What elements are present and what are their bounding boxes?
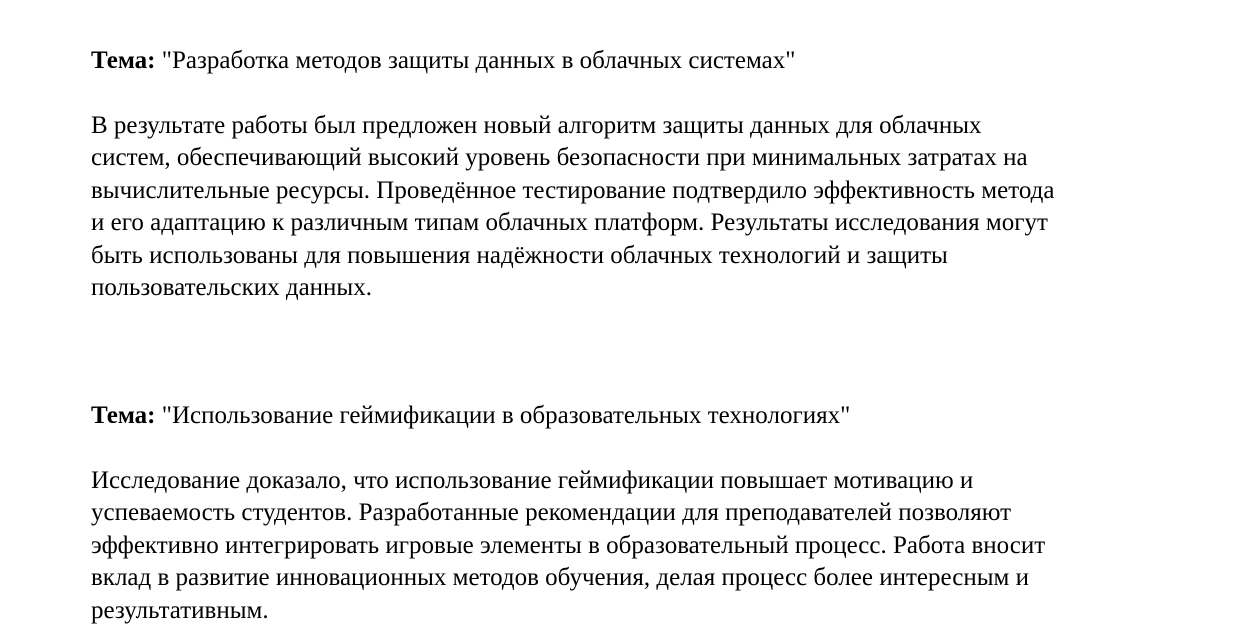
paragraph-line: Исследование доказало, что использование геймификации повышает мотивацию и [91, 467, 974, 494]
topic-title: "Использование геймификации в образовательных технологиях" [161, 402, 851, 429]
paragraph-line: пользовательских данных. [91, 274, 372, 302]
paragraph-line: успеваемость студентов. Разработанные рекомендации для преподавателей позволяют [91, 499, 1011, 527]
paragraph-line: эффективно интегрировать игровые элементы в образовательный процесс. Работа вносит [91, 531, 1046, 559]
topic-title: "Разработка методов защиты данных в облачных системах" [161, 47, 796, 74]
topic-summary-paragraph [91, 110, 1191, 304]
paragraph-line: систем, обеспечивающий высокий уровень безопасности при минимальных затратах на [91, 144, 1028, 172]
topic-section-2 [91, 399, 1191, 627]
topic-heading [91, 44, 1191, 77]
topic-label: Тема: [91, 402, 156, 429]
paragraph-line: вычислительные ресурсы. Проведённое тестирование подтвердило эффективность метода [91, 176, 1055, 204]
topic-heading [91, 399, 1191, 432]
paragraph-line: результативным. [91, 596, 269, 624]
topic-label: Тема: [91, 47, 156, 74]
topic-summary-paragraph [91, 465, 1191, 627]
paragraph-line: В результате работы был предложен новый алгоритм защиты данных для облачных [91, 112, 982, 139]
paragraph-line: вклад в развитие инновационных методов обучения, делая процесс более интересным и [91, 564, 1029, 592]
paragraph-line: и его адаптацию к различным типам облачных платформ. Результаты исследования могут [91, 209, 1048, 237]
topic-section-1 [91, 44, 1191, 304]
paragraph-line: быть использованы для повышения надёжности облачных технологий и защиты [91, 241, 948, 269]
